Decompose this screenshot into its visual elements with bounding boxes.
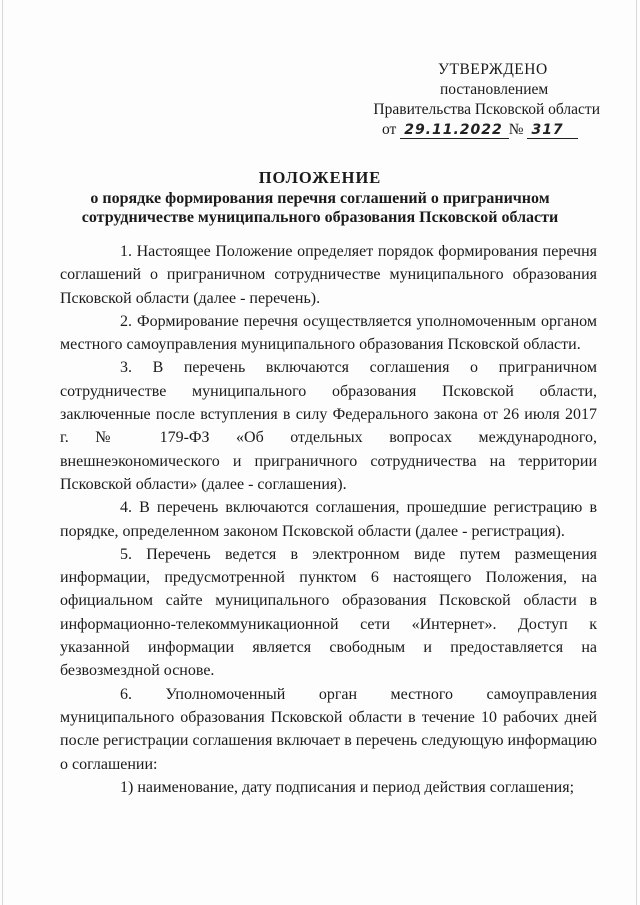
- approval-handwritten-date: 29.11.2022: [400, 122, 509, 139]
- approval-heading: УТВЕРЖДЕНО: [438, 61, 548, 78]
- document-body: [60, 240, 597, 799]
- scan-edge-left: [2, 0, 3, 905]
- paragraph-5: 5. Перечень ведется в электронном виде путем размещения информации, предусмотренной пунктом 6 настоящего Положения, на официальном сайте муниципального образования Псковской области в информационно-телекоммуникационной сети «Интернет». Доступ к указанной информации является свободным и предоставляется на безвозмездной основе.: [60, 545, 597, 680]
- approval-decree-label: постановлением: [440, 81, 549, 98]
- approval-handwritten-number: 317: [527, 122, 577, 139]
- document-title: [40, 168, 600, 227]
- approval-block: [360, 60, 600, 140]
- paragraph-6-item-1: 1) наименование, дату подписания и период действия соглашения;: [120, 778, 575, 796]
- approval-from-label: от: [382, 121, 397, 138]
- paragraph-2: 2. Формирование перечня осуществляется уполномоченным органом местного самоуправления муниципального образования Псковской области.: [60, 312, 597, 354]
- scan-edge-right: [636, 0, 637, 905]
- title-subtitle: о порядке формирования перечня соглашений о приграничном сотрудничестве муниципального образования Псковской области: [81, 190, 559, 226]
- approval-date-line: [360, 120, 600, 140]
- approval-number-label: №: [508, 121, 524, 138]
- paragraph-6: 6. Уполномоченный орган местного самоуправления муниципального образования Псковской области в течение 10 рабочих дней после регистрации соглашения включает в перечень следующую информацию о соглашении:: [60, 685, 597, 773]
- approval-authority: Правительства Псковской области: [373, 101, 600, 118]
- paragraph-3: 3. В перечень включаются соглашения о приграничном сотрудничестве муниципального образования Псковской области, заключенные после вступления в силу Федерального закона от 26 июля 2017 г. № 179-ФЗ «Об отдельных вопросах международного, внешнеэкономического и приграничного сотрудничества на территории Псковской области» (далее - соглашения).: [60, 359, 597, 493]
- title-heading: ПОЛОЖЕНИЕ: [258, 168, 382, 187]
- paragraph-1: 1. Настоящее Положение определяет порядок формирования перечня соглашений о приграничном сотрудничестве муниципального образования Псковской области (далее - перечень).: [60, 243, 597, 307]
- paragraph-4: 4. В перечень включаются соглашения, прошедшие регистрацию в порядке, определенном законом Псковской области (далее - регистрация).: [60, 499, 597, 540]
